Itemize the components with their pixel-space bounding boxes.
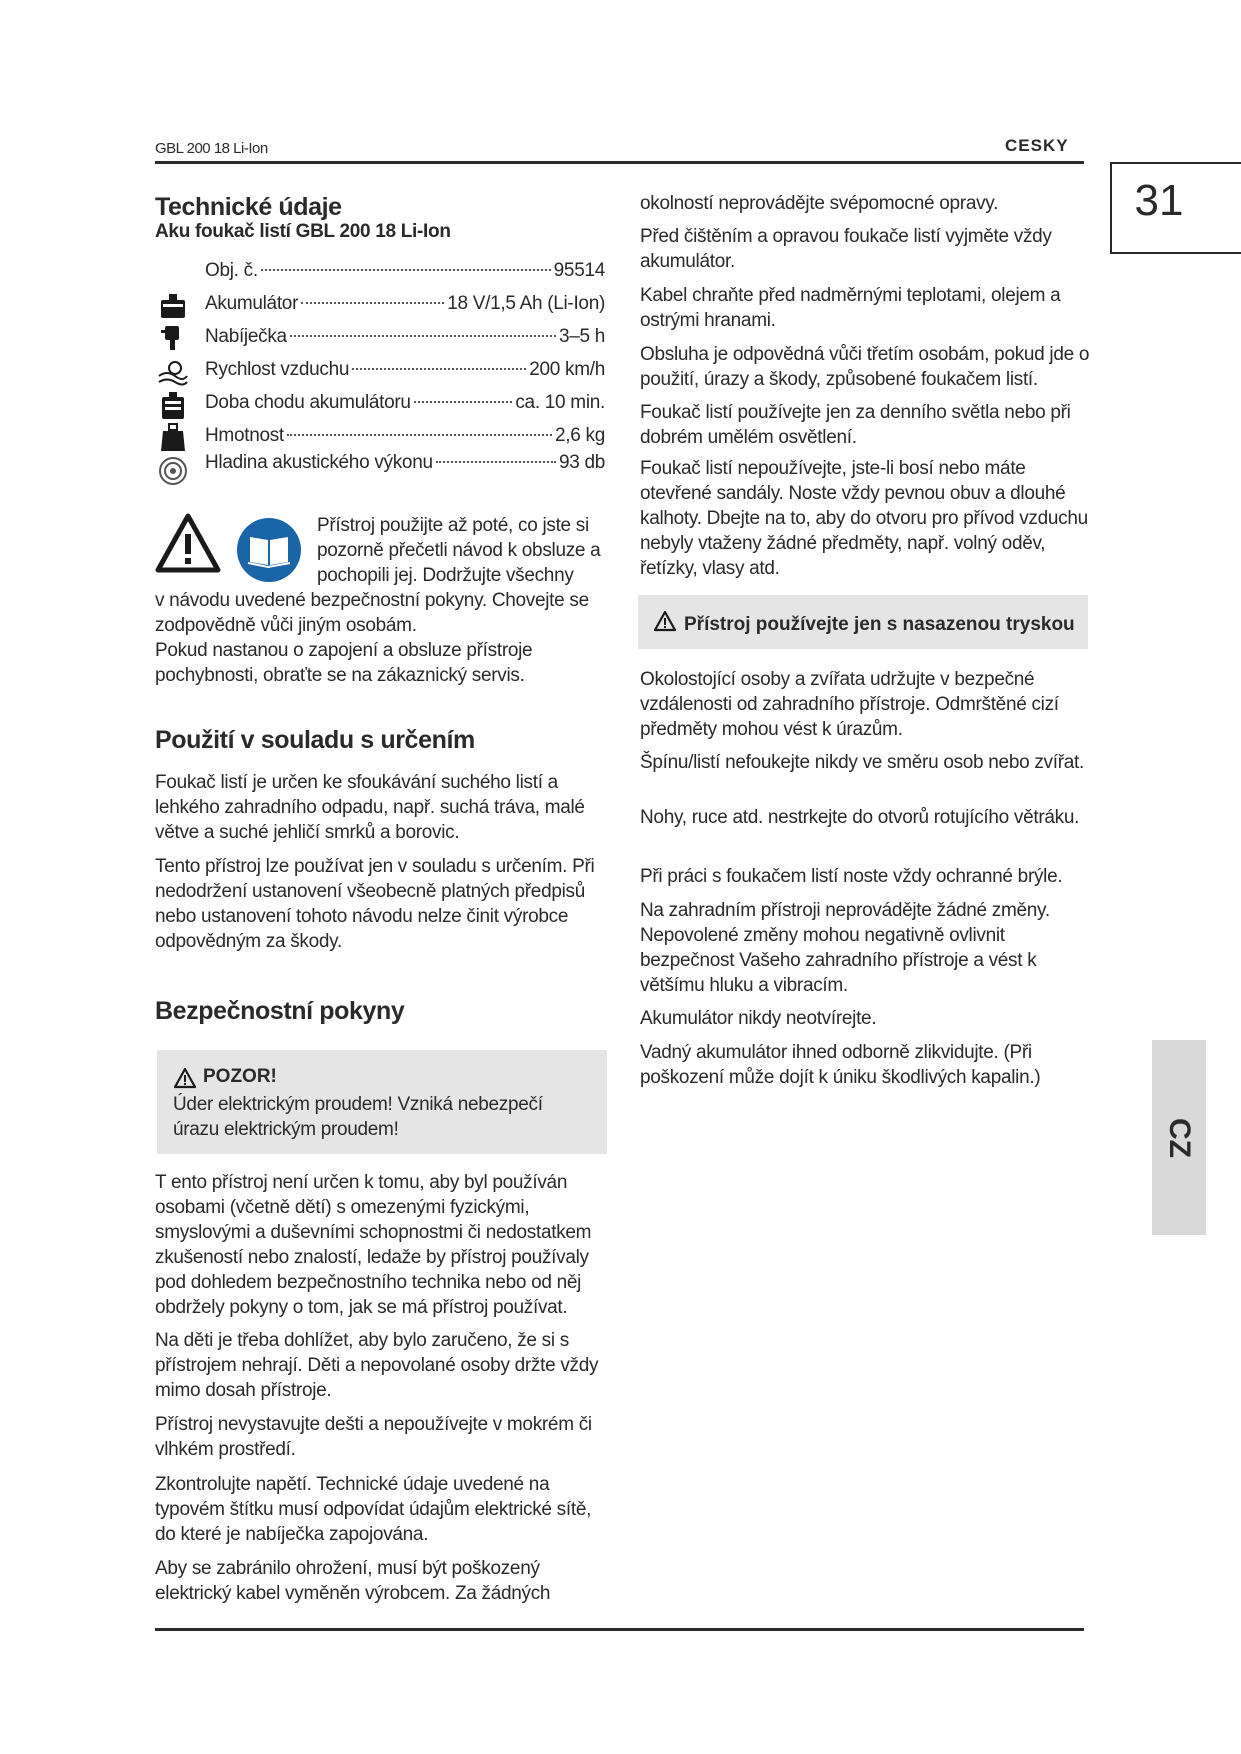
header-rule: [155, 161, 1084, 164]
right-paragraph-5: Foukač listí používejte jen za denního světla nebo při dobrém umělém osvětlení.: [640, 402, 1071, 448]
spec-leader: [436, 461, 556, 463]
right-paragraph-13: Vadný akumulátor ihned odborně zlikvidujte. (Při poškození může dojít k úniku škodlivých kapalin.): [640, 1042, 1041, 1088]
right-paragraph-10: Při práci s foukačem listí noste vždy ochranné brýle.: [640, 866, 1063, 887]
right-paragraph-12: Akumulátor nikdy neotvírejte.: [640, 1008, 877, 1029]
usage-paragraph-1: Foukač listí je určen ke sfoukávání suchého listí a lehkého zahradního odpadu, např. suchá tráva, malé větve a suché jehličí smrků a borovic.: [155, 772, 585, 843]
header-language: CESKY: [1005, 136, 1069, 155]
right-paragraph-6: Foukač listí nepoužívejte, jste-li bosí nebo máte otevřené sandály. Noste vždy pevnou obuv a dlouhé kalhoty. Dbejte na to, aby do otvoru pro přívod vzduchu nebyly vtaženy žádné předměty, např. volný oděv, řetízky, vlasy atd.: [640, 458, 1088, 579]
spec-leader: [290, 335, 556, 337]
spec-row-article: [205, 260, 605, 290]
spec-row-sound: [205, 452, 605, 482]
spec-leader: [414, 401, 513, 403]
spec-row-air-speed: [205, 359, 605, 389]
spec-label: Rychlost vzduchu: [205, 359, 350, 380]
right-paragraph-8: Špínu/listí nefoukejte nikdy ve směru osob nebo zvířat.: [640, 752, 1084, 773]
right-paragraph-9: Nohy, ruce atd. nestrkejte do otvorů rotujícího větráku.: [640, 807, 1080, 828]
right-paragraph-1: okolností neprovádějte svépomocné opravy.: [640, 193, 999, 214]
battery-icon: [157, 292, 189, 322]
right-paragraph-7: Okolostojící osoby a zvířata udržujte v bezpečné vzdálenosti od zahradního přístroje. Odmrštěné cizí předměty mohou vést k úrazům.: [640, 669, 1059, 740]
right-paragraph-3: Kabel chraňte před nadměrnými teplotami, olejem a ostrými hranami.: [640, 285, 1061, 331]
safety-paragraph-3: Přístroj nevystavujte dešti a nepoužívejte v mokrém či vlhkém prostředí.: [155, 1414, 592, 1460]
spec-label: Hmotnost: [205, 425, 284, 446]
spec-value: ca. 10 min.: [515, 392, 605, 413]
usage-title: Použití v souladu s určením: [155, 726, 475, 754]
spec-row-battery: [205, 293, 605, 323]
spec-label: Akumulátor: [205, 293, 299, 314]
spec-leader: [261, 269, 551, 271]
charger-icon: [157, 324, 189, 354]
spec-label: Hladina akustického výkonu: [205, 452, 433, 473]
spec-value: 93 db: [558, 452, 605, 473]
right-paragraph-11: Na zahradním přístroji neprovádějte žádné změny. Nepovolené změny mohou negativně ovlivnit bezpečnost Vašeho zahradního přístroje a vést k většímu hluku a vibracím.: [640, 900, 1050, 996]
language-tab-label: CZ: [1163, 1117, 1196, 1158]
notice-paragraph-tail: v návodu uvedené bezpečnostní pokyny. Chovejte se zodpovědně vůči jiným osobám.: [155, 590, 589, 636]
spec-leader: [301, 302, 444, 304]
right-paragraph-4: Obsluha je odpovědná vůči třetím osobám, pokud jde o použití, úrazy a škody, způsobené foukačem listí.: [640, 344, 1090, 390]
safety-paragraph-4: Zkontrolujte napětí. Technické údaje uvedené na typovém štítku musí odpovídat údajům elektrické sítě, do které je nabíječka zapojována.: [155, 1474, 592, 1545]
spec-value: 18 V/1,5 Ah (Li-Ion): [447, 293, 605, 314]
spec-value: 2,6 kg: [555, 425, 605, 446]
warning-triangle-icon: [155, 512, 221, 574]
nozzle-warning-text: Přístroj používejte jen s nasazenou tryskou: [684, 614, 1075, 635]
language-tab-label-wrap: [1152, 1040, 1206, 1235]
spec-leader: [287, 434, 552, 436]
spec-leader: [352, 368, 526, 370]
spec-label: Nabíječka: [205, 326, 287, 347]
sound-level-icon: [157, 456, 189, 486]
spec-value: 200 km/h: [529, 359, 605, 380]
page-number: 31: [1134, 176, 1184, 225]
electric-warning-text: Úder elektrickým proudem! Vzniká nebezpečí úrazu elektrickým proudem!: [173, 1094, 543, 1140]
right-paragraph-2: Před čištěním a opravou foukače listí vyjměte vždy akumulátor.: [640, 226, 1052, 272]
safety-paragraph-5: Aby se zabránilo ohrožení, musí být poškozený elektrický kabel vyměněn výrobcem. Za žádných: [155, 1558, 551, 1604]
spec-value: 3–5 h: [558, 326, 605, 347]
spec-label: Doba chodu akumulátoru: [205, 392, 411, 413]
tech-title: Technické údaje: [155, 193, 342, 221]
warning-icon: [173, 1067, 197, 1089]
safety-title: Bezpečnostní pokyny: [155, 997, 405, 1025]
warning-icon: [653, 610, 677, 632]
notice-paragraph-lead: Přístroj použijte až poté, co jste si pozorně přečetli návod k obsluze a pochopili jej. Dodržujte všechny: [317, 515, 601, 586]
electric-warning-title: POZOR!: [203, 1066, 277, 1087]
header-model: GBL 200 18 Li-Ion: [155, 140, 268, 157]
read-manual-icon: [236, 517, 302, 583]
battery-runtime-icon: [157, 391, 189, 421]
footer-rule: [155, 1628, 1084, 1631]
spec-row-charger: [205, 326, 605, 356]
safety-paragraph-1: T ento přístroj není určen k tomu, aby byl používán osobami (včetně dětí) s omezenými fyzickými, smyslovými a duševními schopnostmi či nedostatkem zkušeností nebo znalostí, ledaže by přístroj používaly pod dohledem bezpečnostního technika nebo od něj obdržely pokyny o tom, jak se má přístroj používat.: [155, 1172, 592, 1318]
spec-row-runtime: [205, 392, 605, 422]
safety-paragraph-2: Na děti je třeba dohlížet, aby bylo zaručeno, že si s přístrojem nehrají. Děti a nepovolané osoby držte vždy mimo dosah přístroje.: [155, 1330, 599, 1401]
air-speed-icon: [157, 358, 189, 388]
tech-subtitle: Aku foukač listí GBL 200 18 Li-Ion: [155, 221, 451, 242]
notice-paragraph-2: Pokud nastanou o zapojení a obsluze přístroje pochybnosti, obraťte se na zákaznický servis.: [155, 640, 533, 686]
usage-paragraph-2: Tento přístroj lze používat jen v souladu s určením. Při nedodržení ustanovení všeobecně platných předpisů nebo ustanovení tohoto návodu nelze činit výrobce odpovědným za škody.: [155, 856, 595, 952]
spec-row-weight: [205, 425, 605, 455]
spec-value: 95514: [553, 260, 605, 281]
weight-icon: [157, 423, 189, 453]
spec-label: Obj. č.: [205, 260, 258, 281]
